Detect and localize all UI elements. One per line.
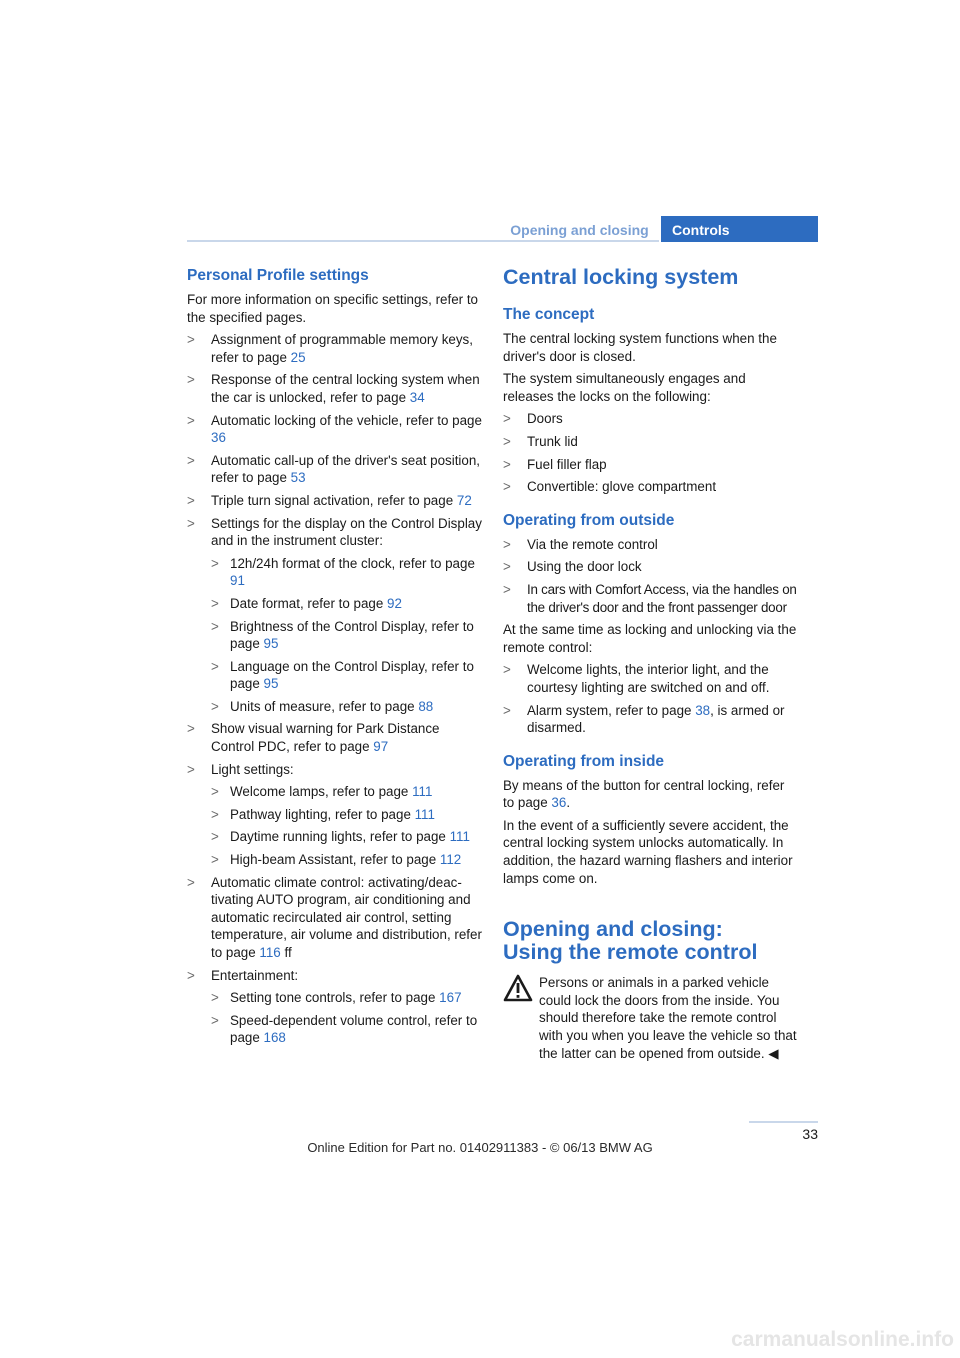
page-link[interactable]: 116 (259, 945, 281, 960)
personal-profile-heading: Personal Profile settings (187, 267, 369, 284)
list-item: > Fuel filler flap (503, 456, 607, 472)
list-item: > Light settings: > Welcome lamps, refer to page 111 > Pathway lighting, refer to page 111 > Daytime running lights, refer to page 111 > High-beam Assistant, refer to page 112 (187, 761, 482, 869)
bullet-icon: > (503, 581, 511, 597)
page-link[interactable]: 111 (449, 829, 470, 845)
warning-triangle-icon (503, 974, 533, 1002)
bullet-icon: > (187, 761, 195, 777)
page-link[interactable]: 112 (439, 852, 462, 868)
central-locking-title: Central locking system (503, 265, 739, 289)
bullet-icon: > (187, 452, 195, 468)
edition-notice: Online Edition for Part no. 01402911383 - © 06/13 BMW AG (307, 1140, 653, 1155)
list-item: > Doors (503, 411, 563, 427)
list-item: > Entertainment: > Setting tone controls, refer to page 167 > Speed-dependent volume control, refer to page 168 (187, 967, 482, 1047)
page-link[interactable]: 97 (373, 739, 389, 755)
bullet-icon: > (187, 874, 195, 890)
concept-paragraph: The system simultaneously engages and releases the locks on the following: (503, 371, 746, 404)
header-chapter-tab: Controls (661, 216, 818, 242)
page-link[interactable]: 95 (263, 636, 279, 652)
right-column (503, 266, 799, 1062)
bullet-icon: > (211, 806, 219, 822)
bullet-icon: > (503, 411, 511, 427)
bullet-icon: > (211, 658, 219, 674)
list-item: > Date format, refer to page 92 (211, 595, 402, 611)
list-item: > Settings for the display on the Control Display and in the instrument cluster: > 12h/24h format of the clock, refer to page 91 > Date format, refer to page 92 > Brightness of the Control Display, refer to page 95 > Language on the Control Display, refer to page 95 > Units of measure, refer to page 88 (187, 515, 482, 714)
bullet-icon: > (211, 595, 219, 611)
list-item: > Automatic climate control: activating/deactivating AUTO program, air conditioning and automatic recirculated air control, setting temperature, air volume and distribution, refer to page 116 ff (187, 874, 482, 960)
page-link[interactable]: 167 (439, 990, 462, 1006)
bullet-icon: > (187, 721, 195, 737)
remote-control-title: Opening and closing: Using the remote control (503, 917, 758, 965)
list-item: > In cars with Comfort Access, via the handles on the driver's door and the front passenger door (503, 581, 797, 615)
bullet-icon: > (503, 559, 511, 575)
page-link[interactable]: 36 (551, 795, 567, 811)
list-item: > Automatic call-up of the driver's seat position, refer to page 53 (187, 452, 481, 486)
outside-paragraph: At the same time as locking and unlocking via the remote control: (503, 622, 797, 655)
inside-paragraph: In the event of a sufficiently severe accident, the central locking system unlocks automatically. In addition, the hazard warning flashers and interior lamps come on. (503, 817, 793, 886)
bullet-icon: > (211, 852, 219, 868)
page-link[interactable]: 36 (211, 430, 226, 446)
light-settings-sublist (211, 783, 482, 868)
inside-heading: Operating from inside (503, 752, 665, 770)
list-item: > Units of measure, refer to page 88 (211, 698, 434, 714)
header-section-title: Opening and closing (510, 222, 649, 238)
entertainment-sublist (211, 989, 482, 1047)
page-link[interactable]: 34 (409, 389, 425, 405)
bullet-icon: > (187, 967, 195, 983)
bullet-icon: > (503, 433, 511, 449)
list-item: > Alarm system, refer to page 38, is armed or disarmed. (503, 702, 785, 736)
bullet-icon: > (211, 990, 219, 1006)
concept-heading: The concept (503, 306, 595, 323)
bullet-icon: > (503, 479, 511, 495)
list-item: > Triple turn signal activation, refer to page 72 (187, 492, 472, 508)
bullet-icon: > (503, 662, 511, 678)
page-link[interactable]: 168 (263, 1030, 286, 1046)
page-link[interactable]: 72 (456, 492, 472, 508)
concept-paragraph: The central locking system functions when the driver's door is closed. (503, 331, 777, 364)
list-item: > Via the remote control (503, 536, 658, 552)
list-item: > Assignment of programmable memory keys, refer to page 25 (187, 332, 473, 365)
page-link[interactable]: 53 (290, 470, 306, 486)
locks-list (503, 410, 799, 495)
profile-settings-list (187, 331, 482, 1047)
list-item: > Daytime running lights, refer to page 111 (211, 829, 470, 845)
remote-effects-list (503, 661, 799, 736)
bullet-icon: > (187, 492, 195, 508)
page-link[interactable]: 111 (414, 806, 435, 822)
page-link[interactable]: 91 (230, 573, 245, 589)
list-item: > Response of the central locking system when the car is unlocked, refer to page 34 (187, 372, 480, 405)
bullet-icon: > (503, 702, 511, 718)
page-link[interactable]: 88 (418, 698, 434, 714)
personal-profile-intro: For more information on specific settings, refer to the specified pages. (187, 292, 478, 325)
inside-paragraph: By means of the button for central locking, refer to page 36. (503, 777, 785, 811)
bullet-icon: > (187, 412, 195, 428)
list-item: > Brightness of the Control Display, refer to page 95 (211, 618, 474, 652)
list-item: > Language on the Control Display, refer to page 95 (211, 658, 474, 692)
list-item: > Setting tone controls, refer to page 167 (211, 990, 462, 1006)
bullet-icon: > (211, 555, 219, 571)
bullet-icon: > (211, 618, 219, 634)
left-column (187, 266, 482, 1047)
list-item: > 12h/24h format of the clock, refer to page 91 (211, 555, 475, 589)
list-item: > Trunk lid (503, 433, 578, 449)
bullet-icon: > (211, 784, 219, 800)
list-item: > Show visual warning for Park Distance Control PDC, refer to page 97 (187, 721, 440, 755)
bullet-icon: > (503, 536, 511, 552)
page-link[interactable]: 95 (263, 676, 279, 692)
list-item: > Speed-dependent volume control, refer to page 168 (211, 1012, 478, 1046)
page-link[interactable]: 25 (290, 349, 306, 365)
warning-text: Persons or animals in a parked vehicle could lock the doors from the inside. You should therefore take the remote control with you when you leave the vehicle so that the latter can be opened from outside. (539, 975, 797, 1061)
bullet-icon: > (187, 332, 195, 348)
bullet-icon: > (503, 456, 511, 472)
header-rule (187, 240, 659, 242)
page-link[interactable]: 38 (695, 702, 711, 718)
display-settings-sublist (211, 555, 482, 716)
list-item: > Automatic locking of the vehicle, refer to page 36 (187, 412, 482, 446)
list-item: > Welcome lights, the interior light, and the courtesy lighting are switched on and off. (503, 662, 770, 695)
outside-heading: Operating from outside (503, 511, 675, 529)
list-item: > Welcome lamps, refer to page 111 (211, 784, 433, 800)
outside-list (503, 536, 799, 616)
page-link[interactable]: 92 (387, 595, 402, 611)
warning-note (503, 974, 799, 1062)
page-link[interactable]: 111 (412, 784, 433, 800)
page-number: 33 (802, 1126, 818, 1142)
bullet-icon: > (211, 1012, 219, 1028)
end-mark-icon: ◀ (768, 1045, 779, 1061)
watermark: carmanualsonline.info (731, 1328, 954, 1351)
bullet-icon: > (187, 515, 195, 531)
footer-rule (749, 1121, 818, 1123)
list-item: > Pathway lighting, refer to page 111 (211, 806, 435, 822)
list-item: > Convertible: glove compartment (503, 479, 717, 495)
list-item: > Using the door lock (503, 559, 642, 575)
list-item: > High-beam Assistant, refer to page 112 (211, 852, 462, 868)
bullet-icon: > (187, 372, 195, 388)
bullet-icon: > (211, 698, 219, 714)
bullet-icon: > (211, 829, 219, 845)
